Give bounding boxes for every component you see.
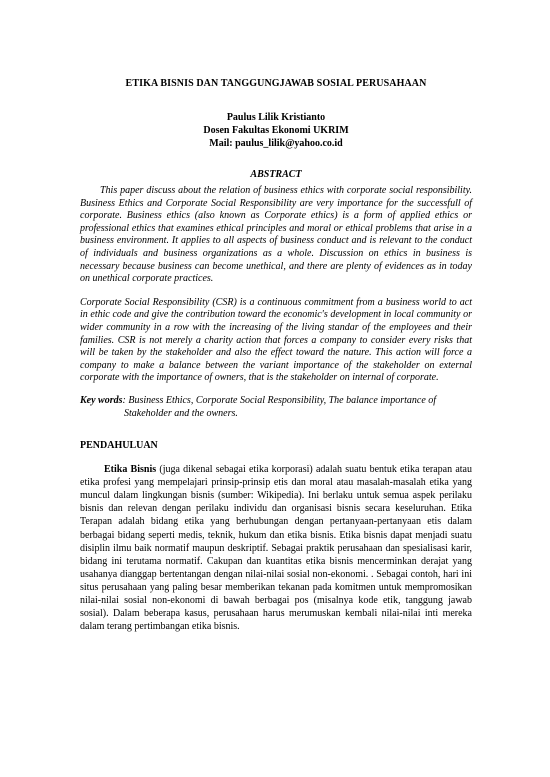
intro-paragraph xyxy=(80,463,472,633)
author-affiliation: Dosen Fakultas Ekonomi UKRIM xyxy=(203,125,349,136)
author-block xyxy=(80,111,472,150)
paper-title: ETIKA BISNIS DAN TANGGUNGJAWAB SOSIAL PERUSAHAAN xyxy=(125,78,427,89)
paper-page xyxy=(80,78,472,633)
intro-text: (juga dikenal sebagai etika korporasi) adalah suatu bentuk etika terapan atau etika profesi yang mempelajari prinsip-prinsip etis dan moral atau masalah-masalah etika yang muncul dalam lingkungan bisnis (sumber: Wikipedia). Ini berlaku untuk semua aspek perilaku bisnis dan relevan dengan perilaku individu dan organisasi bisnis secara keseluruhan. Etika Terapan adalah bidang etika yang berhubungan dengan pertanyaan-pertanyaan etis dalam berbagai bidang seperti medis, teknik, hukum dan etika bisnis. Etika bisnis dapat menjadi suatu disiplin ilmu baik normatif maupun deskriptif. Sebagai praktik perusahaan dan spesialisasi karir, bidang ini terutama normatif. Cakupan dan kuantitas etika bisnis mencerminkan derajat yang usahanya dianggap bertentangan dengan nilai-nilai sosial non-ekonomi. . Sebagai contoh, hari ini situs perusahaan yang paling besar memberikan tekanan pada komitmen untuk mempromosikan nilai-nilai sosial non-ekonomi di bawah berbagai pos (misalnya kode etik, tanggung jawab sosial). Dalam beberapa kasus, perusahaan harus merumuskan kembali nilai-nilai inti mereka dalam terang pertimbangan etika bisnis. xyxy=(80,464,472,633)
author-email: Mail: paulus_lilik@yahoo.co.id xyxy=(209,138,343,149)
section-heading: PENDAHULUAN xyxy=(80,440,158,452)
keywords-label: Key words xyxy=(80,394,123,406)
author-name: Paulus Lilik Kristianto xyxy=(226,112,326,123)
intro-lead: Etika Bisnis xyxy=(104,464,157,476)
abstract-paragraph-1: This paper discuss about the relation of business ethics with corporate social responsibility. Business Ethics and Corporate Social Responsibility are very importance for the successfull of corporate. Business ethics (also known as Corporate ethics) is a form of applied ethics or professional ethics that examines ethical principles and moral or ethical problems that arise in a business environment. It applies to all aspects of business conduct and is relevant to the conduct of individuals and business organizations as a whole. Discussion on ethics in business is necessary because business can become unethical, and there are plenty of evidences as in today on unethical corporate practices. xyxy=(80,185,472,285)
abstract-heading: ABSTRACT xyxy=(250,169,302,180)
keywords xyxy=(80,395,472,420)
keywords-text: : Business Ethics, Corporate Social Responsibility, The balance importance of Stakeholder and the owners. xyxy=(122,394,437,419)
abstract-paragraph-2: Corporate Social Responsibility (CSR) is a continuous commitment from a business world to act in ethic code and give the contribution toward the economic's development in local community or wider community in a row with the increasing of the living standar of the employees and their families. CSR is not merely a charity action that forces a company to consider every risks that will be taken by the stakeholder and also the effect toward the nature. This action will force a company to make a balance between the variant importance of the stakeholder on external corporate with the importance of owners, that is the stakeholder on internal of corporate. xyxy=(80,296,472,384)
